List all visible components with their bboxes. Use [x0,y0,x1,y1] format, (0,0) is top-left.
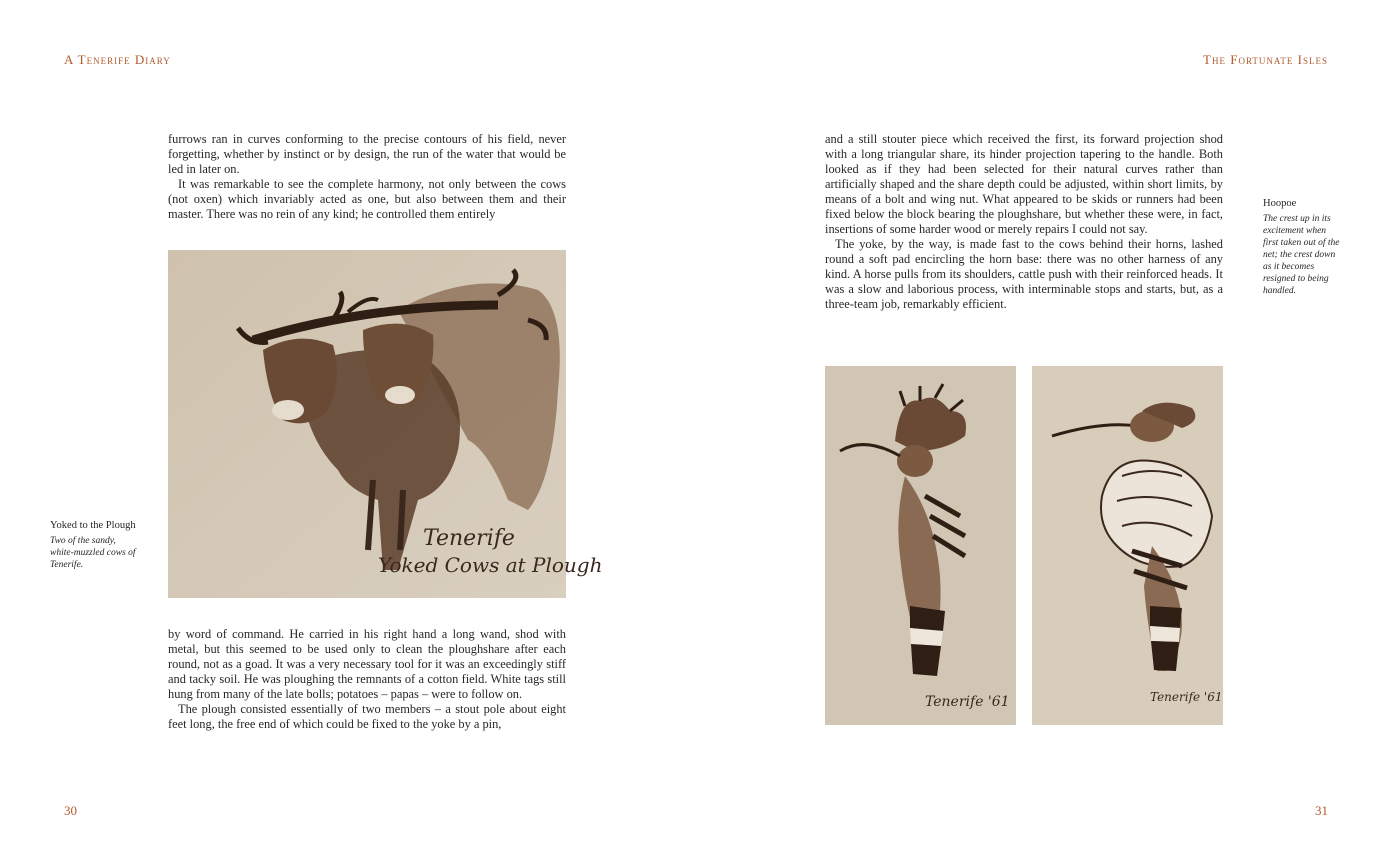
hoopoe-held-illustration [1032,366,1223,725]
figure-yoked-cows [168,250,603,598]
caption-yoked-to-the-plough [50,520,140,571]
yoked-cows-illustration [168,250,603,598]
page-number-right: 31 [1315,803,1328,818]
inscription-tenerife-61: Tenerife '61 [1150,690,1223,704]
inscription-tenerife: Tenerife [423,526,515,551]
caption-title: Hoopoe [1263,198,1297,209]
left-text-top [168,132,566,222]
right-text-top [825,132,1223,312]
paragraph: and a still stouter piece which received the first, its forward projection shod with a long triangular share, its hinder projection tapering to the handle. Both looked as if they had been selected for their natural curves rather than artificially shaped and the share depth could be adjusted, within short limits, by means of a bolt and wing nut. What appeared to be skids or runners had been fixed below the block bearing the ploughshare, but whether these were, in fact, insertions of some harder wood or merely repairs I could not say. [825,132,1223,236]
caption-hoopoe [1263,198,1343,297]
paragraph: furrows ran in curves conforming to the precise contours of his field, never forgetting, whether by instinct or by design, the run of the water that would be led in later on. [168,132,566,176]
page-number-left: 30 [64,803,77,818]
running-head-right: The Fortunate Isles [1203,52,1328,67]
paragraph: by word of command. He carried in his right hand a long wand, shod with metal, but this seemed to be used only to clean the ploughshare after each round, not as a goad. It was a very necessary tool for it was an exceedingly stiff and tacky soil. He was ploughing the remnants of a cotton field. White tags still hung from many of the late bolls; potatoes – papas – were to follow on. [168,627,566,701]
caption-body: Two of the sandy, white-muzzled cows of Tenerife. [50,536,136,570]
figure-hoopoe-crest-up [825,366,1016,725]
hoopoe-crest-up-illustration [825,366,1016,725]
inscription-tenerife-61: Tenerife '61 [925,694,1010,710]
right-page [696,0,1392,863]
running-head-left: A Tenerife Diary [64,52,171,67]
paragraph: The plough consisted essentially of two members – a stout pole about eight feet long, the free end of which could be fixed to the yoke by a pin, [168,702,566,731]
figure-hoopoe-held [1032,366,1223,725]
caption-title: Yoked to the Plough [50,520,136,531]
paragraph: The yoke, by the way, is made fast to the cows behind their horns, lashed round a soft pad encircling the horn base: there was no other harness of any kind. A horse pulls from its shoulders, cattle push with their reinforced heads. It was a slow and laborious process, with interminable stops and starts, but, as a three-team job, remarkably efficient. [825,237,1223,311]
inscription-yoked-cows: Yoked Cows at Plough [378,553,603,577]
paragraph: It was remarkable to see the complete harmony, not only between the cows (not oxen) which invariably acted as one, but also between them and their master. There was no rein of any kind; he controlled them entirely [168,177,566,221]
left-text-bottom [168,627,566,732]
caption-body: The crest up in its excitement when first taken out of the net; the crest down as it becomes resigned to being handled. [1263,214,1340,296]
